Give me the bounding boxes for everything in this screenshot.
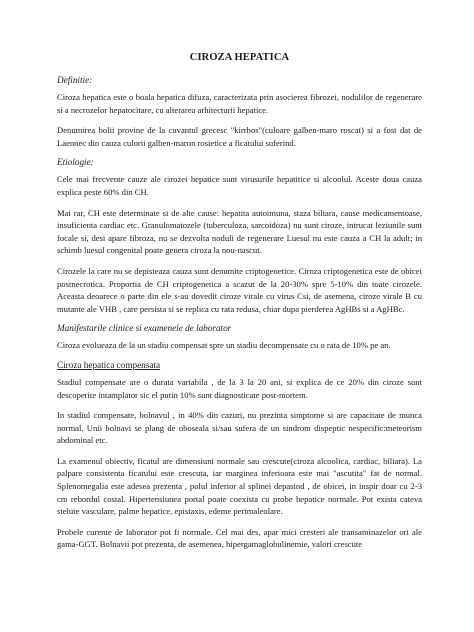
paragraph: Ciroza evolueaza de la un stadiu compensat spre un stadiu decompensate cu o rata de 10% pe an.: [57, 340, 391, 351]
paragraph: Cirozele la care nu se depisteaza cauza sunt denumite criptogenetice. Ciroza criptogenetica este de obicei postnecrotica. Proportia de CH criptogenetica a scazut de la 20-30% spre 5-10% din toate cirozele. Aceasta deoarece o parte din ele s-au dovedit ciroze virale cu virus Csi, de asemena, ciroze virale B cu mutante ale VHB , care persista si se replica cu rata redusa, chiar dupa pierderea AgHBs si a AgHBc.: [57, 265, 422, 314]
paragraph: Mai rar, CH este determinate si de alte cause: hepatita autoimuna, staza biliara, cause medicamentoase, insuficienta cardiac etc. Granulomatozele (tuberculoza, sarcoidoza) nu sunt ciroze, intrucat leziunile sunt focale si, desi apare fibroza, nu se dezvolta noduli de regenerare Luesul nu este cauza a CH la adult; in schimb luesul congenital poate genera ciroza la nou-nascut.: [57, 207, 422, 256]
section-heading-manifestari-clinice: Manifestarile clinice si examenele de laborator: [57, 323, 232, 334]
paragraph: Probele curente de laborator pot fi normale. Cel mai des, apar mici cresteri ale transaminazelor ori ale gama-GGT. Bolnavii pot prezenta, de asemenea, hipergamaglobulinemie, valori crescute: [57, 526, 422, 550]
paragraph: Stadiul compensate are o durata variabila , de la 3 la 20 ani, si explica de ce 20% din ciroze sunt descoperite intamplator sic el putin 10% sunt diagnosticate post-mortem.: [57, 376, 422, 400]
paragraph: Denumirea bolii provine de la cuvantul grecesc "kirrhos"(culoare galben-maro roscat) si a fost dat de Laennec din cauza culorii galben-maron rosietice a ficatului suferind.: [57, 125, 422, 148]
document-title: CIROZA HEPATICA: [189, 52, 290, 63]
section-heading-definitie: Definitie:: [57, 75, 93, 85]
section-heading-etiologie: Etiologie:: [57, 157, 94, 168]
paragraph: La examenul obiectiv, ficatul are dimensiuni normale sau crescute(ciroza alcoolica, cardiac, biliara). La palpare consistenta ficatului este crescuta, iar marginea inferioara este mai "ascutita" fat de normal. Splenomegalia este adesea prezenta , polul inferior al splinei depasind , de obicei, in inspir doar cu 2-3 cm rebordul costal. Hipertensiunea portal poate coexista cu probe hepatice normale. Pot exista cateva stelute vasculare, palme hepatice, epistaxis, edeme perimaleolare.: [57, 455, 422, 517]
paragraph: Cele mai frecvente cauze ale cirozei hepatice sunt virusurile hepatitice si alcoolul. Aceste doua cauza explica peste 60% din CH.: [57, 174, 422, 197]
paragraph: Ciroza hepatica este o boala hepatica difuza, caracterizata prin asocierea fibrozei, nodulilor de regenerare si a necrozelor hepatocitare, cu alterarea arhitecturii hepatice.: [57, 92, 422, 115]
section-heading-ciroza-compensata: Ciroza hepatica compensata: [57, 359, 161, 370]
paragraph: In stadiul compensate, bolnavul , in 40% din cazuri, nu prezinta simptome si are capacitate de munca normal. Unii bolnavi se plang de oboseala si/sau sufera de un sindrom dispeptic nespecific:meteorism abdominal etc.: [57, 410, 422, 446]
